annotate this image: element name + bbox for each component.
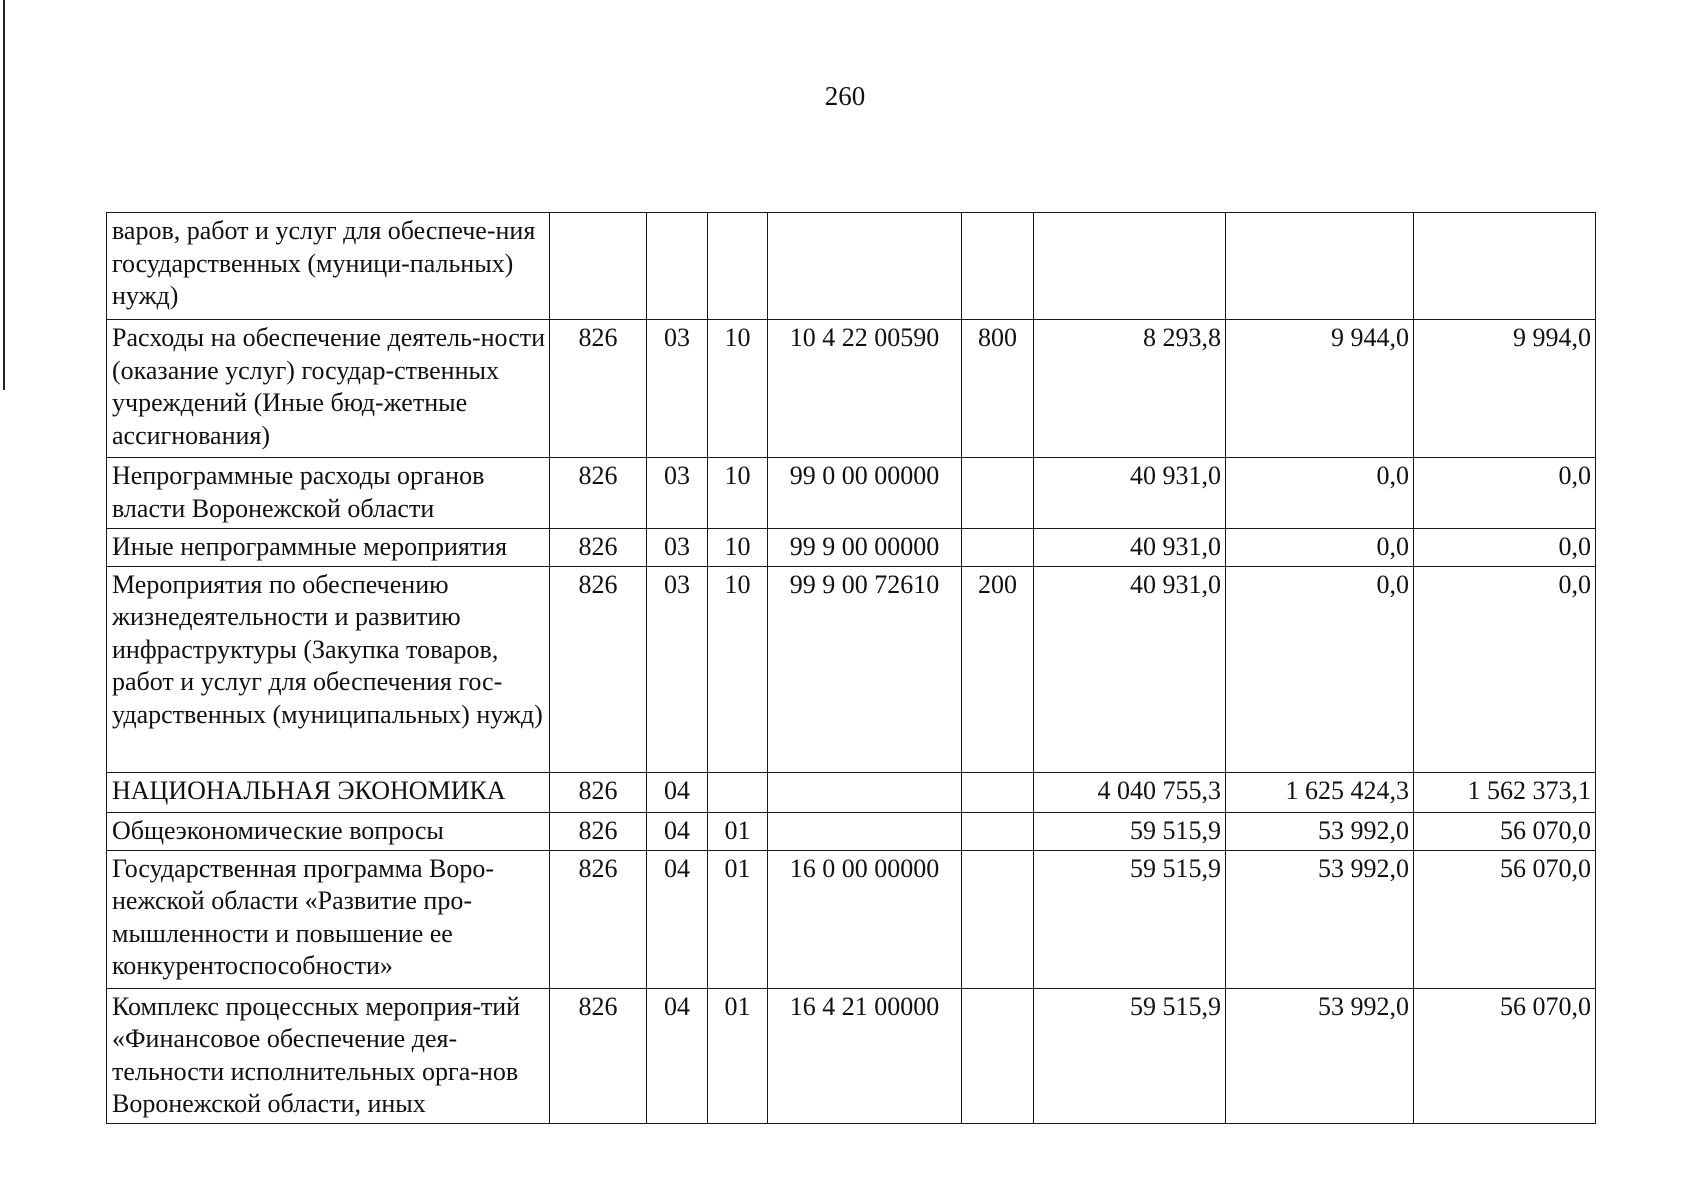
expense-type-cell: [962, 529, 1034, 567]
ved-code-cell: 826: [550, 529, 647, 567]
ved-code-cell: 826: [550, 566, 647, 772]
amount-year1-cell: 59 515,9: [1034, 850, 1226, 988]
expense-type-cell: [962, 812, 1034, 850]
expense-type-cell: [962, 213, 1034, 320]
table-row: [107, 988, 1596, 1123]
amount-year2-cell: [1226, 213, 1414, 320]
expense-type-cell: [962, 458, 1034, 529]
target-article-cell: 16 4 21 00000: [768, 988, 962, 1123]
table-row: [107, 320, 1596, 458]
ved-code-cell: 826: [550, 458, 647, 529]
target-article-cell: [768, 213, 962, 320]
amount-year3-cell: 56 070,0: [1414, 850, 1596, 988]
amount-year3-cell: 9 994,0: [1414, 320, 1596, 458]
amount-year2-cell: 53 992,0: [1226, 988, 1414, 1123]
section-code-cell: 04: [647, 812, 708, 850]
amount-year1-cell: 40 931,0: [1034, 458, 1226, 529]
amount-year1-cell: 8 293,8: [1034, 320, 1226, 458]
amount-year2-cell: 1 625 424,3: [1226, 772, 1414, 812]
ved-code-cell: 826: [550, 772, 647, 812]
amount-year1-cell: 59 515,9: [1034, 812, 1226, 850]
amount-year3-cell: 0,0: [1414, 529, 1596, 567]
amount-year2-cell: 0,0: [1226, 566, 1414, 772]
subsection-code-cell: [708, 213, 768, 320]
subsection-code-cell: 10: [708, 529, 768, 567]
section-code-cell: 04: [647, 988, 708, 1123]
section-code-cell: 03: [647, 566, 708, 772]
ved-code-cell: [550, 213, 647, 320]
target-article-cell: [768, 812, 962, 850]
subsection-code-cell: 10: [708, 320, 768, 458]
table-row: [107, 213, 1596, 320]
section-code-cell: 03: [647, 529, 708, 567]
section-code-cell: 03: [647, 320, 708, 458]
row-name-cell: Расходы на обеспечение деятель-ности (оказание услуг) государ-ственных учреждений (Иные бюд-жетные ассигнования): [107, 320, 550, 458]
subsection-code-cell: 10: [708, 458, 768, 529]
amount-year1-cell: 4 040 755,3: [1034, 772, 1226, 812]
table-row: [107, 812, 1596, 850]
section-code-cell: 03: [647, 458, 708, 529]
target-article-cell: 16 0 00 00000: [768, 850, 962, 988]
ved-code-cell: 826: [550, 988, 647, 1123]
page-number: 260: [824, 81, 866, 111]
expense-type-cell: 200: [962, 566, 1034, 772]
table-body: [107, 213, 1596, 1124]
expense-type-cell: 800: [962, 320, 1034, 458]
target-article-cell: 99 0 00 00000: [768, 458, 962, 529]
row-name-cell: Мероприятия по обеспечению жизнедеятельности и развитию инфраструктуры (Закупка товаров, работ и услуг для обеспечения гос-ударственных (муниципальных) нужд): [107, 566, 550, 772]
amount-year3-cell: 1 562 373,1: [1414, 772, 1596, 812]
subsection-code-cell: 01: [708, 812, 768, 850]
section-code-cell: 04: [647, 772, 708, 812]
amount-year2-cell: 0,0: [1226, 458, 1414, 529]
amount-year1-cell: 59 515,9: [1034, 988, 1226, 1123]
expense-type-cell: [962, 850, 1034, 988]
row-name-cell: варов, работ и услуг для обеспече-ния государственных (муници-пальных) нужд): [107, 213, 550, 320]
row-name-cell: Государственная программа Воро-нежской области «Развитие про-мышленности и повышение ее конкурентоспособности»: [107, 850, 550, 988]
amount-year2-cell: 53 992,0: [1226, 812, 1414, 850]
row-name-cell: НАЦИОНАЛЬНАЯ ЭКОНОМИКА: [107, 772, 550, 812]
amount-year1-cell: [1034, 213, 1226, 320]
budget-table: [106, 212, 1596, 1124]
ved-code-cell: 826: [550, 320, 647, 458]
target-article-cell: 99 9 00 00000: [768, 529, 962, 567]
subsection-code-cell: 01: [708, 988, 768, 1123]
amount-year1-cell: 40 931,0: [1034, 566, 1226, 772]
table-row: [107, 458, 1596, 529]
amount-year3-cell: 56 070,0: [1414, 812, 1596, 850]
amount-year3-cell: [1414, 213, 1596, 320]
subsection-code-cell: 01: [708, 850, 768, 988]
amount-year2-cell: 9 944,0: [1226, 320, 1414, 458]
row-name-cell: Комплекс процессных мероприя-тий «Финансовое обеспечение дея-тельности исполнительных орга-нов Воронежской области, иных: [107, 988, 550, 1123]
target-article-cell: 99 9 00 72610: [768, 566, 962, 772]
amount-year2-cell: 53 992,0: [1226, 850, 1414, 988]
row-name-cell: Непрограммные расходы органов власти Воронежской области: [107, 458, 550, 529]
amount-year3-cell: 0,0: [1414, 458, 1596, 529]
table-row: [107, 850, 1596, 988]
row-name-cell: Иные непрограммные мероприятия: [107, 529, 550, 567]
section-code-cell: [647, 213, 708, 320]
table-row: [107, 566, 1596, 772]
expense-type-cell: [962, 988, 1034, 1123]
table-row: [107, 529, 1596, 567]
subsection-code-cell: [708, 772, 768, 812]
expense-type-cell: [962, 772, 1034, 812]
subsection-code-cell: 10: [708, 566, 768, 772]
amount-year1-cell: 40 931,0: [1034, 529, 1226, 567]
target-article-cell: [768, 772, 962, 812]
amount-year3-cell: 0,0: [1414, 566, 1596, 772]
target-article-cell: 10 4 22 00590: [768, 320, 962, 458]
row-name-cell: Общеэкономические вопросы: [107, 812, 550, 850]
ved-code-cell: 826: [550, 812, 647, 850]
amount-year2-cell: 0,0: [1226, 529, 1414, 567]
section-code-cell: 04: [647, 850, 708, 988]
ved-code-cell: 826: [550, 850, 647, 988]
table-row: [107, 772, 1596, 812]
amount-year3-cell: 56 070,0: [1414, 988, 1596, 1123]
scan-edge-line: [3, 0, 5, 390]
